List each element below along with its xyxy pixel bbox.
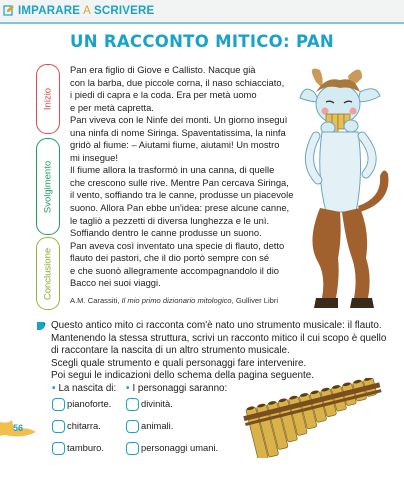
story-line: Bacco nei suoi viaggi. bbox=[70, 277, 161, 289]
story-line: flauto dei pastori, che il dio portò sempre con sé bbox=[70, 252, 270, 264]
story-line: una ninfa di nome Siringa. Spaventatissima, la ninfa bbox=[70, 126, 286, 138]
instruction-line: di raccontare la nascita di un altro strumento musicale. bbox=[51, 345, 290, 357]
source-publisher: , Gulliver Libri bbox=[231, 296, 279, 305]
story-line: gridò al fiume: – Aiutami fiume, aiutami! Un mostro bbox=[70, 139, 280, 151]
instruction-line: Scegli quale strumento e quali personaggi fare intervenire. bbox=[51, 357, 307, 369]
instruction-line: Mantenendo la stessa struttura, scrivi un racconto mitico il cui scopo è quello bbox=[51, 332, 387, 344]
checkbox[interactable] bbox=[126, 420, 139, 433]
checkbox[interactable] bbox=[126, 398, 139, 411]
inizio-label: Inizio bbox=[42, 87, 54, 111]
option-label: chitarra. bbox=[67, 420, 101, 431]
page-number-badge bbox=[0, 418, 40, 440]
option-label: animali. bbox=[141, 420, 174, 431]
option-label: personaggi umani. bbox=[141, 442, 219, 453]
characters-heading: • I personaggi saranno: bbox=[126, 383, 228, 394]
source-author: A.M. Carassiti, bbox=[70, 296, 120, 305]
story-line: Soffiando dentro le canne produsse un suono. bbox=[70, 227, 262, 239]
page-title: UN RACCONTO MITICO: PAN bbox=[70, 32, 334, 51]
option-tamburo[interactable] bbox=[52, 441, 116, 460]
option-label: divinità. bbox=[141, 398, 173, 409]
source-book: Il mio primo dizionario mitologico bbox=[121, 296, 232, 305]
story-line: le tagliò a pezzetti di diversa lunghezza e le unì. bbox=[70, 214, 270, 226]
section-label-part1: IMPARARE bbox=[18, 5, 81, 17]
section-label-part2: SCRIVERE bbox=[93, 5, 155, 17]
page-number: 56 bbox=[13, 423, 24, 433]
story-line: Pan era figlio di Giove e Callisto. Nacque già bbox=[70, 64, 256, 75]
story-line: Il fiume allora la trasformò in una canna, di quelle bbox=[70, 164, 275, 176]
checkbox[interactable] bbox=[52, 442, 65, 455]
instruction-line: Poi segui le indicazioni dello schema della pagina seguente. bbox=[51, 370, 314, 382]
source-citation bbox=[70, 296, 278, 305]
pan-flute-illustration bbox=[236, 378, 402, 458]
option-chitarra[interactable] bbox=[52, 419, 116, 438]
book-pencil-icon bbox=[3, 4, 15, 19]
story-line: Pan aveva così inventato una specie di flauto, detto bbox=[70, 239, 285, 251]
story-line: e per metà capretta. bbox=[70, 101, 154, 113]
svolgimento-bracket bbox=[36, 138, 60, 235]
birth-column bbox=[52, 383, 116, 460]
story-line: Pan viveva con le Ninfe dei monti. Un giorno inseguì bbox=[70, 114, 288, 126]
story-line: suono. Allora Pan ebbe un'idea: prese alcune canne, bbox=[70, 202, 290, 214]
option-animali[interactable] bbox=[126, 419, 227, 438]
svolgimento-label: Svolgimento bbox=[42, 160, 54, 213]
checkbox[interactable] bbox=[52, 398, 65, 411]
story-line: il vento, soffiando tra le canne, produsse un piacevole bbox=[70, 189, 294, 201]
story-line: con la barba, due piccole corna, il naso schiacciato, bbox=[70, 76, 285, 88]
option-pianoforte[interactable] bbox=[52, 397, 116, 416]
birth-heading: • La nascita di: bbox=[52, 383, 117, 394]
option-label: tamburo. bbox=[67, 442, 104, 453]
pencil-marker-icon bbox=[36, 321, 46, 331]
conclusione-bracket bbox=[36, 237, 60, 310]
inizio-bracket bbox=[36, 64, 60, 134]
story-line: i piedi di capra e la coda. Era per metà uomo bbox=[70, 89, 257, 101]
header-bar bbox=[0, 0, 404, 24]
conclusione-label: Conclusione bbox=[42, 247, 54, 300]
story-line: mi insegue! bbox=[70, 151, 118, 163]
checkbox[interactable] bbox=[126, 442, 139, 455]
section-label-separator: A bbox=[83, 5, 91, 17]
option-personaggi-umani[interactable] bbox=[126, 441, 227, 460]
option-divinita[interactable] bbox=[126, 397, 227, 416]
pan-faun-illustration bbox=[296, 62, 404, 312]
checkbox[interactable] bbox=[52, 420, 65, 433]
characters-column bbox=[126, 383, 227, 460]
story-line: e che suonò allegramente accompagnandolo il dio bbox=[70, 264, 279, 276]
story-line: che crescono sulle rive. Mentre Pan cercava Siringa, bbox=[70, 176, 289, 188]
option-label: pianoforte. bbox=[67, 398, 112, 409]
section-label bbox=[3, 4, 154, 19]
instruction-line: Questo antico mito ci racconta com'è nato uno strumento musicale: il flauto. bbox=[51, 320, 382, 331]
instructions bbox=[51, 320, 396, 383]
